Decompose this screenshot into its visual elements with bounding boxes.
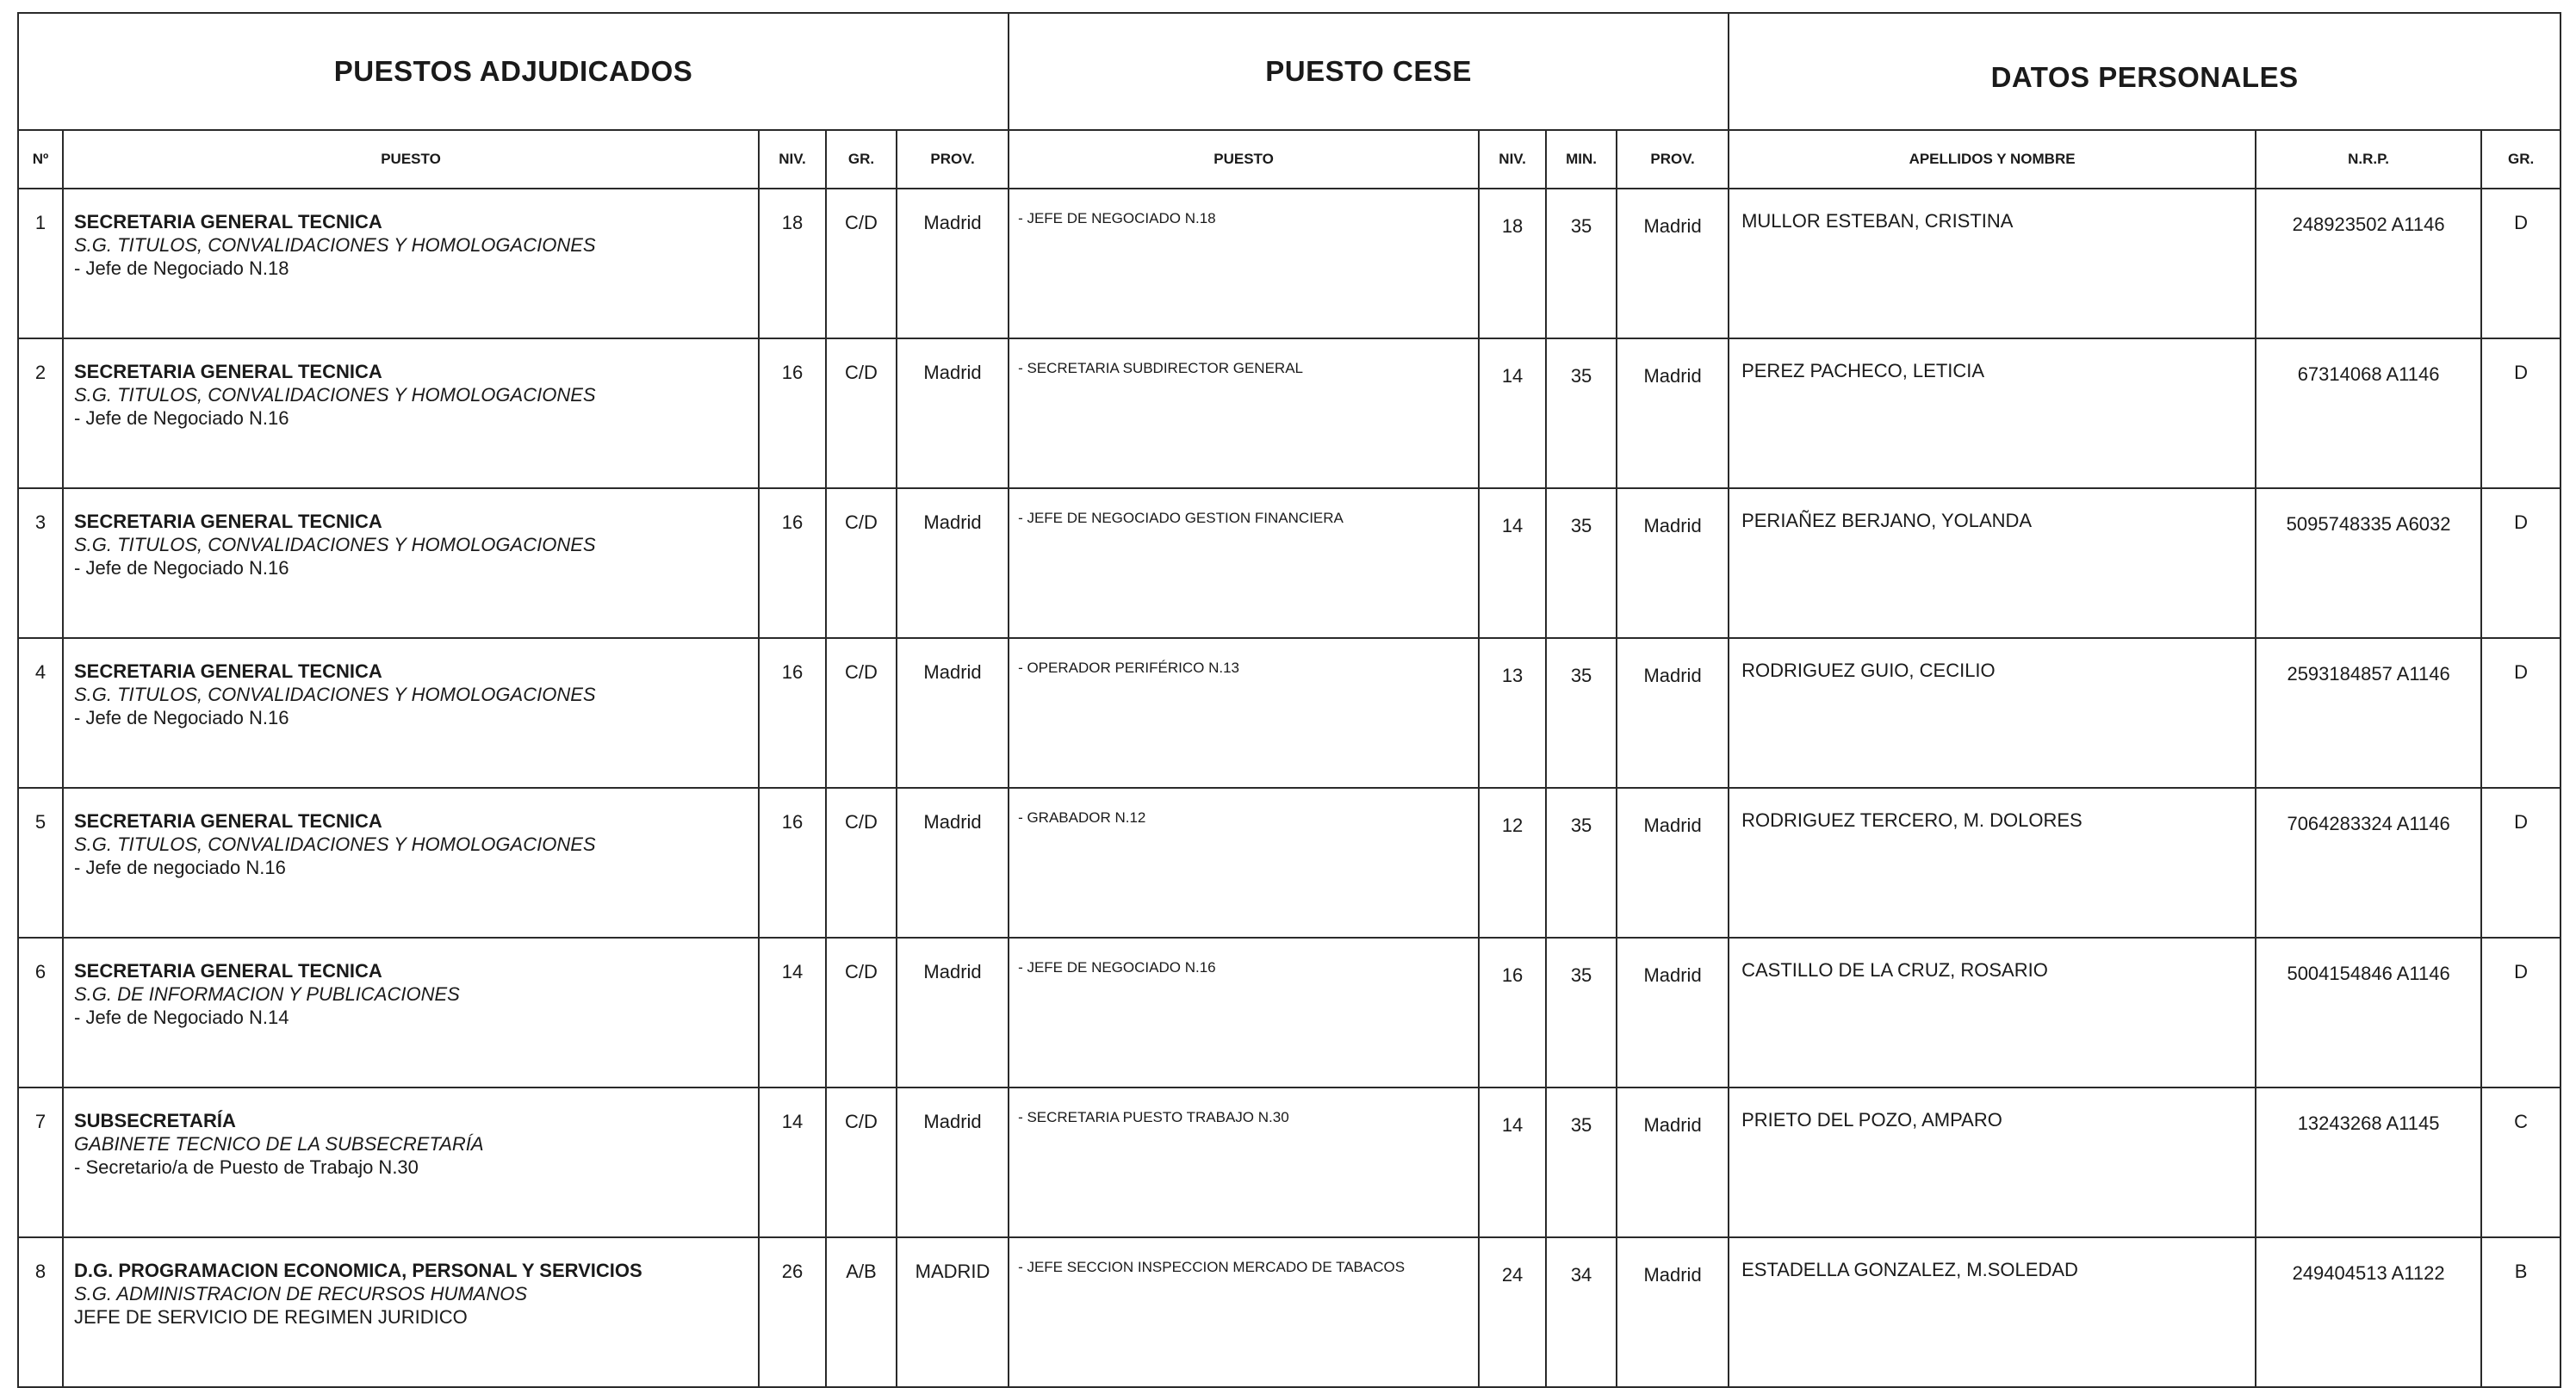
table-row [18, 189, 2560, 338]
cese-provincia: Madrid [1617, 1087, 1729, 1237]
row-number: 6 [18, 938, 63, 1087]
puesto-organismo: SECRETARIA GENERAL TECNICA [74, 511, 382, 532]
puesto-provincia: Madrid [897, 1087, 1009, 1237]
personal-grupo: B [2481, 1237, 2560, 1387]
cese-nivel: 16 [1479, 938, 1546, 1087]
nrp-value: 13243268 A1145 [2256, 1087, 2481, 1237]
table-row [18, 788, 2560, 938]
cese-puesto: - SECRETARIA PUESTO TRABAJO N.30 [1009, 1087, 1479, 1237]
puesto-organismo: SECRETARIA GENERAL TECNICA [74, 660, 382, 682]
puesto-organismo: SECRETARIA GENERAL TECNICA [74, 211, 382, 232]
puesto-grupo: C/D [826, 488, 897, 638]
puesto-nivel: 14 [759, 1087, 826, 1237]
puesto-nivel: 16 [759, 788, 826, 938]
personal-grupo: D [2481, 788, 2560, 938]
table-row [18, 638, 2560, 788]
table-row [18, 338, 2560, 488]
puesto-grupo: C/D [826, 638, 897, 788]
puesto-organismo: SECRETARIA GENERAL TECNICA [74, 810, 382, 832]
col-header-prov: PROV. [897, 130, 1009, 189]
col-header-pers-gr: GR. [2481, 130, 2560, 189]
col-header-puesto: PUESTO [63, 130, 759, 189]
cese-puesto: - GRABADOR N.12 [1009, 788, 1479, 938]
row-number: 4 [18, 638, 63, 788]
cese-puesto: - JEFE SECCION INSPECCION MERCADO DE TABACOS [1009, 1237, 1479, 1387]
row-number: 2 [18, 338, 63, 488]
row-number: 8 [18, 1237, 63, 1387]
puesto-provincia: Madrid [897, 338, 1009, 488]
puesto-grupo: C/D [826, 938, 897, 1087]
nrp-value: 249404513 A1122 [2256, 1237, 2481, 1387]
cese-provincia: Madrid [1617, 488, 1729, 638]
personal-grupo: D [2481, 338, 2560, 488]
personal-grupo: C [2481, 1087, 2560, 1237]
nrp-value: 7064283324 A1146 [2256, 788, 2481, 938]
apellidos-nombre: CASTILLO DE LA CRUZ, ROSARIO [1729, 938, 2256, 1087]
col-header-nrp: N.R.P. [2256, 130, 2481, 189]
puesto-adjudicado-cell [63, 189, 759, 338]
puesto-denominacion: - Jefe de Negociado N.14 [74, 1007, 289, 1028]
puesto-denominacion: - Secretario/a de Puesto de Trabajo N.30 [74, 1156, 419, 1178]
puesto-organismo: SECRETARIA GENERAL TECNICA [74, 361, 382, 382]
puesto-grupo: A/B [826, 1237, 897, 1387]
puesto-denominacion: - Jefe de Negociado N.16 [74, 407, 289, 429]
puesto-subdireccion: S.G. DE INFORMACION Y PUBLICACIONES [74, 983, 460, 1005]
cese-nivel: 14 [1479, 338, 1546, 488]
puesto-adjudicado-cell [63, 788, 759, 938]
puesto-nivel: 16 [759, 488, 826, 638]
cese-minimo: 34 [1546, 1237, 1617, 1387]
puesto-nivel: 16 [759, 338, 826, 488]
section-title-adjudicados: PUESTOS ADJUDICADOS [18, 13, 1009, 130]
puesto-adjudicado-cell [63, 638, 759, 788]
col-header-cese-prov: PROV. [1617, 130, 1729, 189]
section-title-personales: DATOS PERSONALES [1729, 13, 2560, 130]
cese-puesto: - JEFE DE NEGOCIADO N.16 [1009, 938, 1479, 1087]
personal-grupo: D [2481, 488, 2560, 638]
apellidos-nombre: RODRIGUEZ GUIO, CECILIO [1729, 638, 2256, 788]
puesto-subdireccion: GABINETE TECNICO DE LA SUBSECRETARÍA [74, 1133, 484, 1155]
cese-minimo: 35 [1546, 638, 1617, 788]
puesto-provincia: Madrid [897, 638, 1009, 788]
cese-minimo: 35 [1546, 1087, 1617, 1237]
puesto-provincia: Madrid [897, 189, 1009, 338]
apellidos-nombre: RODRIGUEZ TERCERO, M. DOLORES [1729, 788, 2256, 938]
cese-minimo: 35 [1546, 788, 1617, 938]
puesto-subdireccion: S.G. TITULOS, CONVALIDACIONES Y HOMOLOGACIONES [74, 384, 596, 406]
table-row [18, 488, 2560, 638]
table-row [18, 938, 2560, 1087]
puesto-grupo: C/D [826, 1087, 897, 1237]
section-title-cese: PUESTO CESE [1009, 13, 1729, 130]
col-header-nombre: APELLIDOS Y NOMBRE [1729, 130, 2256, 189]
column-header-row [18, 130, 2560, 189]
cese-puesto: - JEFE DE NEGOCIADO GESTION FINANCIERA [1009, 488, 1479, 638]
apellidos-nombre: MULLOR ESTEBAN, CRISTINA [1729, 189, 2256, 338]
cese-minimo: 35 [1546, 338, 1617, 488]
apellidos-nombre: PEREZ PACHECO, LETICIA [1729, 338, 2256, 488]
puesto-adjudicado-cell [63, 1237, 759, 1387]
puesto-subdireccion: S.G. TITULOS, CONVALIDACIONES Y HOMOLOGACIONES [74, 534, 596, 555]
table-row [18, 1087, 2560, 1237]
row-number: 1 [18, 189, 63, 338]
puesto-grupo: C/D [826, 338, 897, 488]
cese-provincia: Madrid [1617, 189, 1729, 338]
cese-provincia: Madrid [1617, 1237, 1729, 1387]
nrp-value: 5095748335 A6032 [2256, 488, 2481, 638]
puesto-nivel: 18 [759, 189, 826, 338]
puesto-subdireccion: S.G. TITULOS, CONVALIDACIONES Y HOMOLOGACIONES [74, 833, 596, 855]
puesto-adjudicado-cell [63, 338, 759, 488]
cese-minimo: 35 [1546, 488, 1617, 638]
puesto-adjudicado-cell [63, 488, 759, 638]
puesto-provincia: Madrid [897, 488, 1009, 638]
col-header-num: Nº [18, 130, 63, 189]
adjudication-table [17, 12, 2561, 1388]
puesto-subdireccion: S.G. TITULOS, CONVALIDACIONES Y HOMOLOGACIONES [74, 684, 596, 705]
cese-puesto: - SECRETARIA SUBDIRECTOR GENERAL [1009, 338, 1479, 488]
col-header-niv: NIV. [759, 130, 826, 189]
cese-nivel: 14 [1479, 1087, 1546, 1237]
puesto-subdireccion: S.G. ADMINISTRACION DE RECURSOS HUMANOS [74, 1283, 528, 1304]
puesto-provincia: MADRID [897, 1237, 1009, 1387]
puesto-subdireccion: S.G. TITULOS, CONVALIDACIONES Y HOMOLOGACIONES [74, 234, 596, 256]
puesto-grupo: C/D [826, 189, 897, 338]
nrp-value: 67314068 A1146 [2256, 338, 2481, 488]
cese-minimo: 35 [1546, 189, 1617, 338]
puesto-denominacion: - Jefe de Negociado N.18 [74, 257, 289, 279]
cese-puesto: - JEFE DE NEGOCIADO N.18 [1009, 189, 1479, 338]
puesto-adjudicado-cell [63, 1087, 759, 1237]
nrp-value: 248923502 A1146 [2256, 189, 2481, 338]
cese-minimo: 35 [1546, 938, 1617, 1087]
personal-grupo: D [2481, 938, 2560, 1087]
col-header-cese-min: MIN. [1546, 130, 1617, 189]
puesto-nivel: 14 [759, 938, 826, 1087]
section-header-row [18, 13, 2560, 130]
apellidos-nombre: PRIETO DEL POZO, AMPARO [1729, 1087, 2256, 1237]
table-row [18, 1237, 2560, 1387]
puesto-denominacion: JEFE DE SERVICIO DE REGIMEN JURIDICO [74, 1306, 468, 1328]
cese-nivel: 12 [1479, 788, 1546, 938]
personal-grupo: D [2481, 638, 2560, 788]
cese-provincia: Madrid [1617, 338, 1729, 488]
nrp-value: 5004154846 A1146 [2256, 938, 2481, 1087]
puesto-denominacion: - Jefe de Negociado N.16 [74, 557, 289, 579]
nrp-value: 2593184857 A1146 [2256, 638, 2481, 788]
cese-provincia: Madrid [1617, 938, 1729, 1087]
puesto-nivel: 16 [759, 638, 826, 788]
cese-provincia: Madrid [1617, 788, 1729, 938]
puesto-adjudicado-cell [63, 938, 759, 1087]
row-number: 3 [18, 488, 63, 638]
puesto-organismo: SUBSECRETARÍA [74, 1110, 236, 1131]
row-number: 7 [18, 1087, 63, 1237]
cese-provincia: Madrid [1617, 638, 1729, 788]
apellidos-nombre: PERIAÑEZ BERJANO, YOLANDA [1729, 488, 2256, 638]
cese-nivel: 14 [1479, 488, 1546, 638]
cese-nivel: 18 [1479, 189, 1546, 338]
col-header-gr: GR. [826, 130, 897, 189]
row-number: 5 [18, 788, 63, 938]
puesto-grupo: C/D [826, 788, 897, 938]
cese-nivel: 13 [1479, 638, 1546, 788]
puesto-organismo: D.G. PROGRAMACION ECONOMICA, PERSONAL Y SERVICIOS [74, 1260, 642, 1281]
cese-puesto: - OPERADOR PERIFÉRICO N.13 [1009, 638, 1479, 788]
puesto-nivel: 26 [759, 1237, 826, 1387]
cese-nivel: 24 [1479, 1237, 1546, 1387]
col-header-cese-puesto: PUESTO [1009, 130, 1479, 189]
apellidos-nombre: ESTADELLA GONZALEZ, M.SOLEDAD [1729, 1237, 2256, 1387]
puesto-organismo: SECRETARIA GENERAL TECNICA [74, 960, 382, 982]
puesto-provincia: Madrid [897, 938, 1009, 1087]
puesto-provincia: Madrid [897, 788, 1009, 938]
puesto-denominacion: - Jefe de Negociado N.16 [74, 707, 289, 728]
col-header-cese-niv: NIV. [1479, 130, 1546, 189]
personal-grupo: D [2481, 189, 2560, 338]
puesto-denominacion: - Jefe de negociado N.16 [74, 857, 286, 878]
